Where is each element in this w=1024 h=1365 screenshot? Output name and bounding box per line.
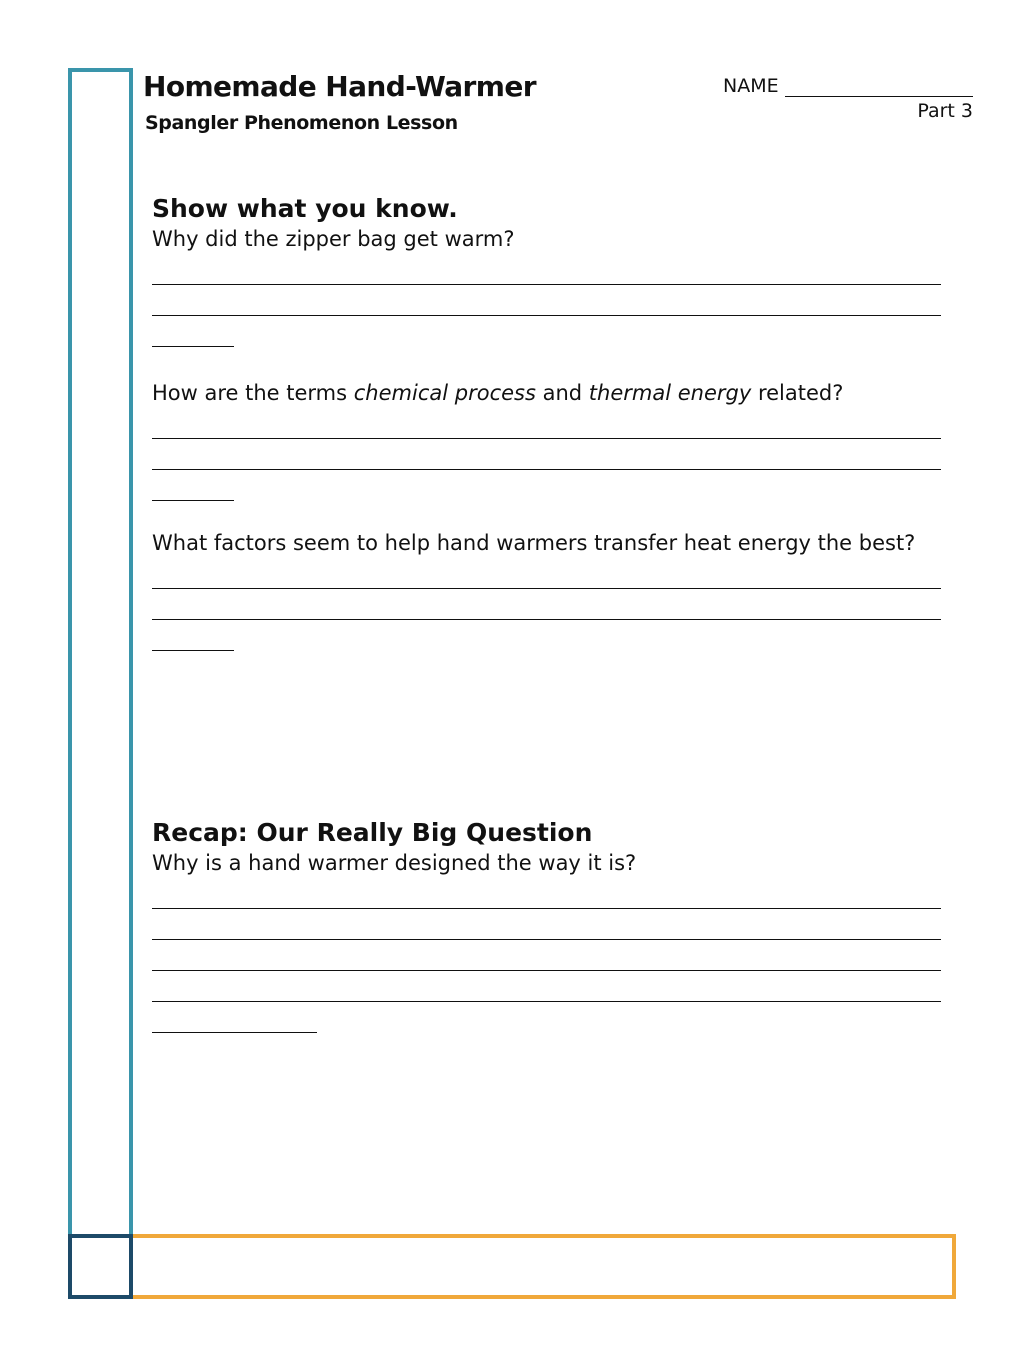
part-label: Part 3 [917,100,973,122]
question-hand-warmer-design: Why is a hand warmer designed the way it is? [152,851,637,875]
answer-line[interactable] [152,558,941,589]
name-label: NAME [723,75,779,97]
answer-line[interactable] [152,940,941,971]
answer-line[interactable] [152,470,234,501]
term-thermal-energy: thermal energy [588,381,752,405]
name-blank-line[interactable] [785,74,973,97]
answer-line[interactable] [152,316,234,347]
page-title: Homemade Hand-Warmer [143,70,536,103]
answer-line[interactable] [152,254,941,285]
answer-line[interactable] [152,1002,317,1033]
answer-line[interactable] [152,909,941,940]
section-recap [152,818,941,1033]
answer-line[interactable] [152,439,941,470]
section-heading: Show what you know. [152,194,458,223]
question-block-factors [152,528,941,651]
answer-line[interactable] [152,408,941,439]
answer-line[interactable] [152,589,941,620]
question-zipper-bag: Why did the zipper bag get warm? [152,227,515,251]
name-field[interactable] [723,74,973,97]
question-heat-transfer-factors: What factors seem to help hand warmers transfer heat energy the best? [152,531,916,555]
left-border-bar [68,68,133,1238]
question-terms-related: How are the terms chemical process and thermal energy related? [152,381,844,405]
section-show-what-you-know [152,194,941,347]
term-chemical-process: chemical process [353,381,536,405]
answer-line[interactable] [152,620,234,651]
corner-box [68,1234,133,1299]
bottom-border-bar [129,1234,956,1299]
answer-line[interactable] [152,878,941,909]
section-heading: Recap: Our Really Big Question [152,818,593,847]
answer-line[interactable] [152,971,941,1002]
page-subtitle: Spangler Phenomenon Lesson [145,112,458,134]
question-block-terms [152,378,941,501]
answer-line[interactable] [152,285,941,316]
